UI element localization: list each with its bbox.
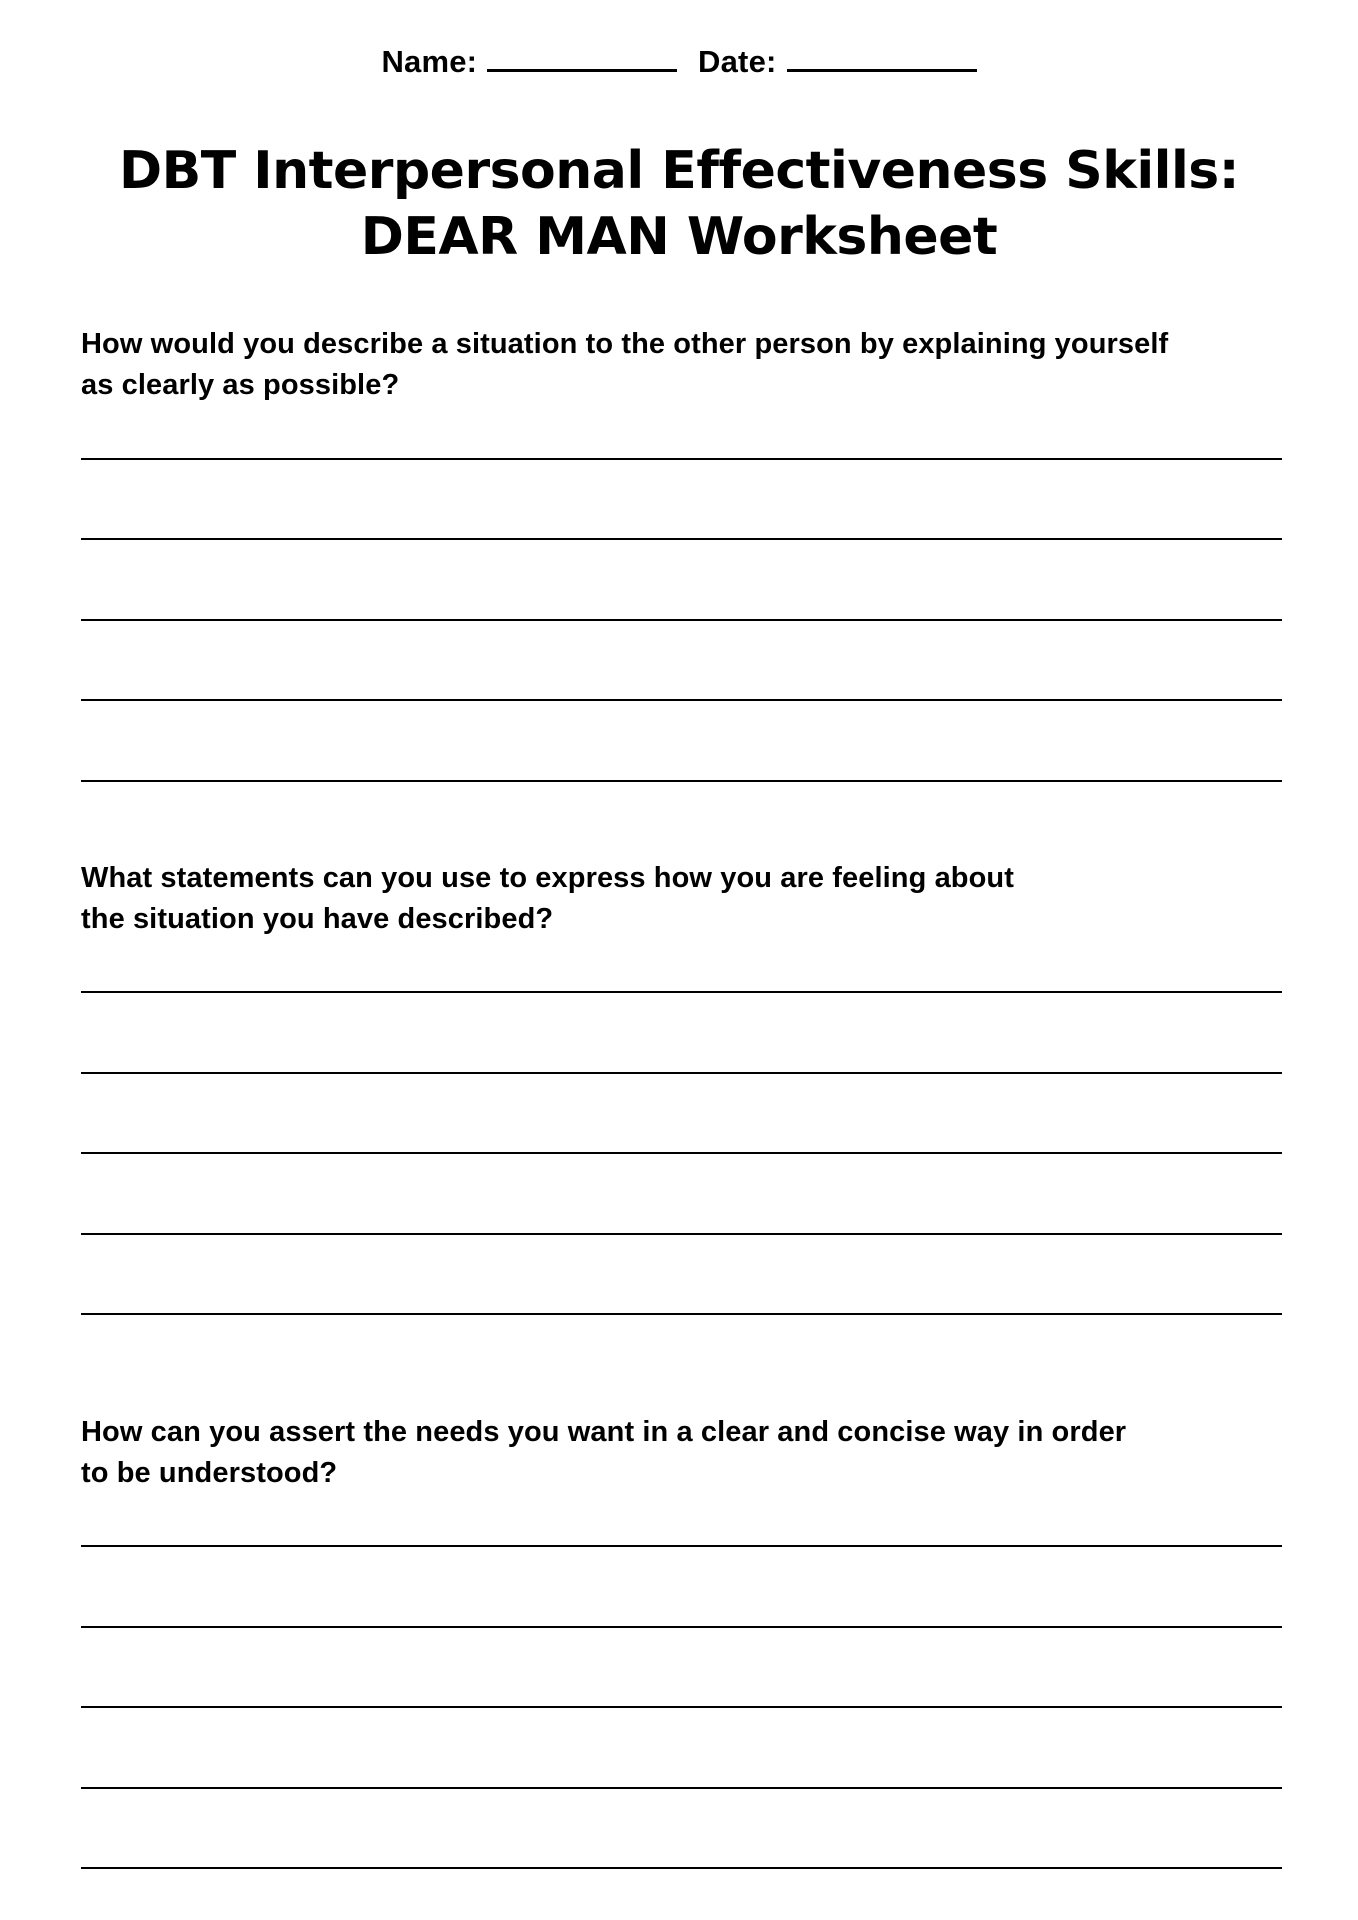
question-2-line-2: the situation you have described? — [81, 903, 554, 935]
answer-line-q3-4[interactable] — [81, 1787, 1282, 1789]
answer-line-q2-1[interactable] — [81, 991, 1282, 993]
answer-line-q3-5[interactable] — [81, 1867, 1282, 1869]
date-blank[interactable] — [787, 45, 977, 72]
name-blank[interactable] — [487, 45, 677, 72]
page-title — [0, 138, 1358, 270]
answer-line-q1-3[interactable] — [81, 619, 1282, 621]
answer-line-q2-4[interactable] — [81, 1233, 1282, 1235]
question-3 — [81, 1412, 1291, 1494]
answer-line-q3-1[interactable] — [81, 1545, 1282, 1547]
question-2 — [81, 858, 1291, 940]
answer-line-q1-4[interactable] — [81, 699, 1282, 701]
answer-line-q2-3[interactable] — [81, 1152, 1282, 1154]
title-line-1: DBT Interpersonal Effectiveness Skills: — [118, 141, 1240, 201]
name-label: Name: — [381, 44, 478, 79]
date-label: Date: — [698, 44, 777, 79]
question-3-line-1: How can you assert the needs you want in a clear and concise way in order — [81, 1416, 1127, 1448]
answer-line-q3-3[interactable] — [81, 1706, 1282, 1708]
question-2-line-1: What statements can you use to express how you are feeling about — [81, 862, 1014, 894]
question-1 — [81, 324, 1291, 406]
answer-line-q1-2[interactable] — [81, 538, 1282, 540]
answer-line-q1-5[interactable] — [81, 780, 1282, 782]
answer-line-q1-1[interactable] — [81, 458, 1282, 460]
name-date-row — [0, 44, 1358, 80]
answer-line-q2-5[interactable] — [81, 1313, 1282, 1315]
question-1-line-1: How would you describe a situation to the other person by explaining yourself — [81, 328, 1169, 360]
question-1-line-2: as clearly as possible? — [81, 369, 400, 401]
question-3-line-2: to be understood? — [81, 1457, 338, 1489]
title-line-2: DEAR MAN Worksheet — [360, 207, 998, 267]
answer-line-q2-2[interactable] — [81, 1072, 1282, 1074]
answer-line-q3-2[interactable] — [81, 1626, 1282, 1628]
